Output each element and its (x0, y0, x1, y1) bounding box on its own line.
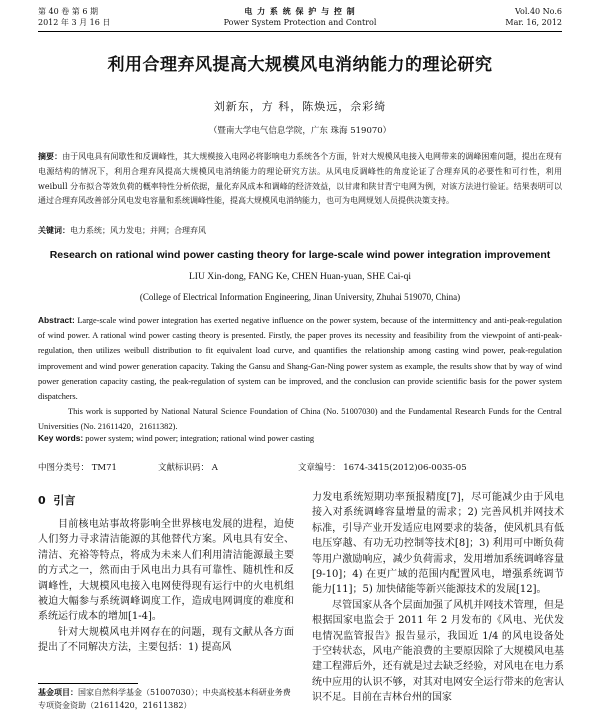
affiliation: （暨南大学电气信息学院，广东 珠海 519070） (208, 126, 392, 136)
abstract-en (38, 313, 562, 404)
header-rule (38, 31, 562, 32)
paragraph: 目前核电站事故将影响全世界核电发展的进程，迫使人们努力寻求清洁能源的其他替代方案。风电具有安全、清洁、充裕等特点，将成为未来人们利用清洁能源最主要的方式之一，然而由于风电出力具有可靠性、随机性和反调峰性，大规模风电接入电网使得现有运行中的火电机组被迫大幅参与系统调峰调度工作，造成电网调度的难度和系统运行成本的增加[1-4]。 (38, 519, 294, 623)
abstract-cn (38, 150, 562, 209)
paragraph: 针对大规模风电并网存在的问题，现有文献从各方面提出了不同解决方法，主要包括：1) 提高风 (38, 626, 294, 654)
footnote (38, 686, 294, 712)
author-list: 刘新东，方 科，陈焕远，佘彩绮 (213, 100, 387, 113)
author-list-en: LIU Xin-dong, FANG Ke, CHEN Huan-yuan, SHE Cai-qi (189, 272, 411, 282)
header-journal (38, 6, 562, 28)
body-column-right (312, 490, 564, 706)
footnote-text: 国家自然科学基金（51007030）；中央高校基本科研业务费专项资金资助（21611420，21611382） (38, 688, 291, 710)
section-number: 0 (38, 494, 46, 507)
abstract-cn-label: 摘要： (38, 152, 63, 161)
clc-number: 中图分类号： TM71 (38, 463, 117, 473)
header-volume-issue: 第 40 卷 第 6 期 (38, 7, 98, 16)
article-number: 文章编号： 1674-3415(2012)06-0035-05 (298, 463, 467, 473)
body-column-left (38, 517, 294, 656)
footnote-rule (38, 683, 138, 684)
header-journal-en: Power System Protection and Control (223, 18, 377, 27)
paragraph: 力发电系统短期功率预报精度[7]，尽可能减少由于风电接入对系统调峰容量增量的需求；2) 完善风机并网技术标准，引导产业开发适应电网要求的装备，使风机具有低电压穿越、有功无功控制等技术[8]；3) 利用可中断负荷等用户激励响应，减少负荷需求，发用增加系统调峰容量[9-10]；4) 在更广域的范围内配置风电，增强系统调节能力[11]；5) 加快储能等新兴能源技术的发展[12]。 (312, 492, 564, 596)
paper-title: 利用合理弃风提高大规模风电消纳能力的理论研究 (107, 55, 493, 75)
keywords-en (38, 433, 562, 443)
keywords-en-text: power system; wind power; integration; rational wind power casting (85, 434, 315, 443)
keywords-cn-label: 关键词： (38, 226, 70, 235)
section-heading (38, 492, 75, 508)
classification-line (38, 461, 562, 475)
keywords-cn (38, 225, 562, 236)
funding-en: This work is supported by National Natural Science Foundation of China (No. 51007030) and the Fundamental Research Funds for the Central Universities (No. 21611420，21611382). (38, 407, 562, 431)
abstract-en-text: Large-scale wind power integration has exerted negative influence on the power system, because of the intermittency and anti-peak-regulation of wind power. A rational wind power casting theory is presented. Firstly, the paper proves its necessity and feasibility from the viewpoint of anti-peak-regulation, then utilizes weibull distribution to fit equivalent load curve, and quantifies the relationship among casting wind power, peak-regulation improvement and wind power generation capacity. Taking the Gansu and Shang-Gan-Ning power system as example, the results show that by way of wind power generation capacity casting, the peak-regulation of system can be improved, and the conclusion can provide scientific basis for the power system dispatchers. (38, 316, 562, 402)
header-volume-en (505, 6, 562, 28)
header-journal-cn: 电 力 系 统 保 护 与 控 制 (244, 6, 356, 16)
paper-title-en: Research on rational wind power casting theory for large-scale wind power integration improvement (49, 249, 551, 261)
running-header (38, 6, 562, 34)
keywords-cn-text: 电力系统；风力发电；并网；合理弃风 (70, 226, 206, 235)
footnote-label: 基金项目： (38, 688, 78, 697)
header-vol-no: Vol.40 No.6 (515, 7, 562, 16)
abstract-en-label: Abstract: (38, 315, 75, 325)
affiliation-en: (College of Electrical Information Engineering, Jinan University, Zhuhai 519070, China) (139, 292, 461, 302)
abstract-cn-text: 由于风电具有间歇性和反调峰性，其大规模接入电网必将影响电力系统各个方面，针对大规模风电接入电网带来的调峰困难问题，提出在现有电源结构的情况下，利用合理弃风提高大规模风电消纳能力的理论研究方法。从风电反调峰性的角度论证了合理弃风的必要性和可行性，利用 weibull 分布拟合等效负荷的概率特性分析依据，量化弃风成本和调峰的经济效益，以甘肃和陕甘青宁电网为例，对该方法进行验证。结果表明可以通过合理弃风改善部分风电发电容量和系统调峰性能，提高大规模风电消纳能力，也可为电网规划人员提供决策支持。 (38, 152, 562, 206)
keywords-en-label: Key words: (38, 433, 84, 443)
paragraph: 尽管国家从各个层面加强了风机并网技术管理，但是根据国家电监会于 2011 年 2 月发布的《风电、光伏发电情况监管报告》报告显示，我国近 1/4 的风电设备处于空转状态，风电产能浪费的主要原因除了大规模风电基建工程滞后外，还有就是过去缺乏经验，对风电在电力系统中应用的认识不够，对其对电网安全运行带来的危害认识不足。目前在吉林台州的国家 (312, 599, 564, 704)
document-code: 文献标识码： A (158, 463, 218, 473)
header-date-en: Mar. 16, 2012 (505, 18, 562, 27)
section-title: 引言 (53, 494, 76, 507)
header-date-cn: 2012 年 3 月 16 日 (38, 18, 111, 27)
